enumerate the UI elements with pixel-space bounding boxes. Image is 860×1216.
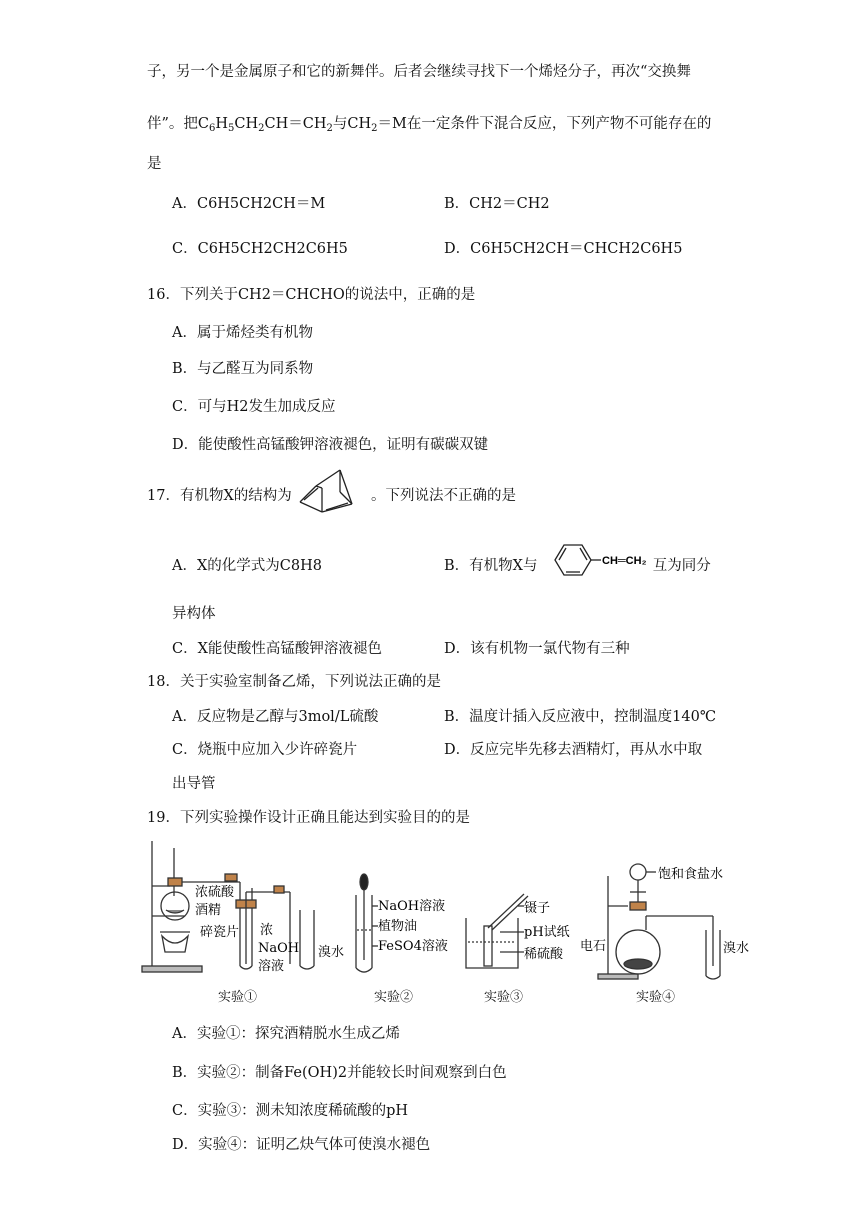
- q17-option-c[interactable]: C．X能使酸性高锰酸钾溶液褪色: [172, 641, 382, 657]
- q15-text: 与CH: [332, 116, 372, 132]
- q15-option-a[interactable]: A．C6H5CH2CH＝M: [172, 196, 326, 212]
- exp2-label-naoh: NaOH溶液: [378, 899, 446, 914]
- exp1-label-conc: 浓: [260, 923, 274, 938]
- exp4-caption: 实验④: [636, 990, 676, 1005]
- q15-text: CH: [234, 116, 259, 132]
- exp4-label-brine: 饱和食盐水: [658, 867, 724, 882]
- exp2-label-feso4: FeSO4溶液: [378, 939, 448, 954]
- experiment-4-apparatus: [578, 856, 758, 981]
- q19-option-d[interactable]: D．实验④：证明乙炔气体可使溴水褪色: [172, 1137, 431, 1153]
- exp3-caption: 实验③: [484, 990, 524, 1005]
- q16-option-a[interactable]: A．属于烯烃类有机物: [172, 325, 313, 341]
- styrene-vinyl-label: CH═CH₂: [602, 555, 647, 567]
- experiment-2-apparatus: [350, 870, 455, 980]
- exp4-label-bromine: 溴水: [723, 941, 750, 956]
- experiment-3-apparatus: [460, 888, 575, 980]
- q16-option-d[interactable]: D．能使酸性高锰酸钾溶液褪色，证明有碳碳双键: [172, 437, 489, 453]
- q15-option-c[interactable]: C．C6H5CH2CH2C6H5: [172, 241, 348, 257]
- q15-line2: 伴”。把$C_6H_5CH_2CH=CH_2$与$CH_2=M$在一定条件下混合反应，下列产物不可能存在的: [147, 116, 712, 134]
- exp1-caption: 实验①: [218, 990, 258, 1005]
- exp1-label-naoh: NaOH: [258, 941, 300, 956]
- q15-line1: 子，另一个是金属原子和它的新舞伴。后者会继续寻找下一个烯烃分子，再次“交换舞: [147, 64, 691, 80]
- q15-text: 伴”。把C: [147, 116, 210, 132]
- q15-option-b[interactable]: B．CH2＝CH2: [444, 196, 550, 212]
- exp1-label-bromine: 溴水: [318, 945, 345, 960]
- exp3-label-tweezers: 镊子: [524, 901, 551, 916]
- q16-option-c[interactable]: C．可与H2发生加成反应: [172, 399, 336, 415]
- exp3-label-acid: 稀硫酸: [524, 947, 564, 962]
- q18-option-b[interactable]: B．温度计插入反应液中，控制温度140℃: [444, 709, 717, 725]
- exp3-label-ph-paper: pH试纸: [524, 925, 570, 940]
- q15-text: CH＝CH: [264, 116, 327, 132]
- q17-option-b-cont: 异构体: [172, 606, 216, 622]
- exp4-label-carbide: 电石: [580, 939, 607, 954]
- styrene-structure-icon: [549, 540, 657, 580]
- q18-option-d-cont: 出导管: [172, 776, 216, 792]
- q17-stem-text: 17．有机物X的结构为: [147, 488, 292, 504]
- exp1-label-alcohol: 酒精: [195, 903, 222, 918]
- q15-line3: 是: [147, 156, 162, 172]
- q19-option-c[interactable]: C．实验③：测未知浓度稀硫酸的pH: [172, 1103, 409, 1119]
- q16-option-b[interactable]: B．与乙醛互为同系物: [172, 361, 314, 377]
- q15-option-d[interactable]: D．C6H5CH2CH＝CHCH2C6H5: [444, 241, 683, 257]
- q19-option-b[interactable]: B．实验②：制备Fe(OH)2并能较长时间观察到白色: [172, 1065, 507, 1081]
- q18-stem: 18．关于实验室制备乙烯，下列说法正确的是: [147, 674, 441, 690]
- q15-text: ＝M在一定条件下混合反应，下列产物不可能存在的: [377, 116, 712, 132]
- q17-option-d[interactable]: D．该有机物一氯代物有三种: [444, 641, 630, 657]
- bicyclic-structure-icon: [296, 466, 358, 516]
- exp1-label-acid: 浓硫酸: [195, 885, 235, 900]
- q19-stem: 19．下列实验操作设计正确且能达到实验目的的是: [147, 810, 470, 826]
- q18-option-c[interactable]: C．烧瓶中应加入少许碎瓷片: [172, 742, 358, 758]
- q17-stem-text: 。下列说法不正确的是: [371, 488, 516, 504]
- q18-option-d[interactable]: D．反应完毕先移去酒精灯，再从水中取: [444, 742, 703, 758]
- q17-option-a[interactable]: A．X的化学式为C8H8: [172, 558, 322, 574]
- exp2-label-oil: 植物油: [378, 919, 418, 934]
- q17-option-b-text: B．有机物X与: [444, 558, 538, 574]
- q16-stem: 16．下列关于CH2＝CHCHO的说法中，正确的是: [147, 287, 476, 303]
- q18-option-a[interactable]: A．反应物是乙醇与3mol/L硫酸: [172, 709, 379, 725]
- experiment-1-apparatus: [140, 836, 355, 981]
- exp2-caption: 实验②: [374, 990, 414, 1005]
- exp1-label-solution: 溶液: [258, 959, 285, 974]
- q17-option-b-text: 互为同分: [652, 558, 711, 574]
- q15-text: H: [215, 116, 229, 132]
- exp1-label-chips: 碎瓷片: [200, 925, 240, 940]
- q19-option-a[interactable]: A．实验①：探究酒精脱水生成乙烯: [172, 1026, 400, 1042]
